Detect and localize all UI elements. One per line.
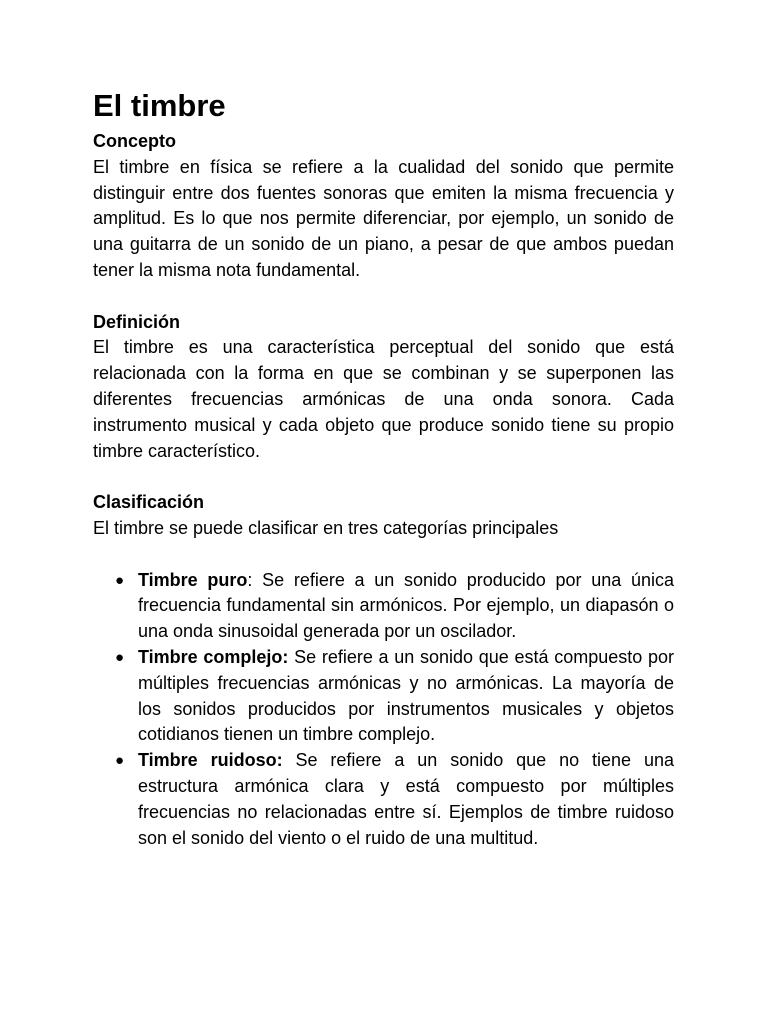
bullet-icon: ● xyxy=(115,648,125,666)
list-item-timbre-complejo xyxy=(93,645,674,748)
list-item-timbre-puro xyxy=(93,568,674,645)
paragraph-spacer xyxy=(93,464,674,490)
paragraph-spacer xyxy=(93,542,674,568)
heading-definicion: Definición xyxy=(93,311,181,332)
paragraph-clasificacion: El timbre se puede clasificar en tres categorías principales xyxy=(93,517,559,538)
document-title: El timbre xyxy=(93,88,226,123)
paragraph-concepto: El timbre en física se refiere a la cualidad del sonido que permite distinguir entre dos fuentes sonoras que emiten la misma frecuencia y amplitud. Es lo que nos permite diferenciar, por ejemplo, un sonido de una guitarra de un sonido de un piano, a pesar de que ambos puedan tener la misma nota fundamental. xyxy=(93,156,674,280)
list-item-text: : Se refiere a un sonido producido por una única frecuencia fundamental sin armónicos. Por ejemplo, un diapasón o una onda sinusoidal generada por un oscilador. xyxy=(138,569,674,642)
bullet-icon: ● xyxy=(115,571,125,589)
paragraph-definicion: El timbre es una característica perceptual del sonido que está relacionada con la forma en que se combinan y se superponen las diferentes frecuencias armónicas de una onda sonora. Cada instrumento musical y cada objeto que produce sonido tiene su propio timbre característico. xyxy=(93,337,674,461)
heading-concepto: Concepto xyxy=(93,131,176,151)
bullet-icon: ● xyxy=(115,752,125,770)
heading-clasificacion: Clasificación xyxy=(93,492,205,513)
list-item-timbre-ruidoso xyxy=(93,748,674,851)
list-item-text: Se refiere a un sonido que no tiene una estructura armónica clara y está compuesto por múltiples frecuencias no relacionadas entre sí. Ejemplos de timbre ruidoso son el sonido del viento o el ruido de una multitud. xyxy=(138,750,674,848)
classification-list xyxy=(93,568,674,852)
list-item-term: Timbre ruidoso: xyxy=(138,750,283,771)
document-page xyxy=(93,84,674,851)
list-item-term: Timbre complejo: xyxy=(138,646,289,667)
list-item-term: Timbre puro xyxy=(138,569,248,590)
list-item-text: Se refiere a un sonido que está compuesto por múltiples frecuencias armónicas y no armónicas. La mayoría de los sonidos producidos por instrumentos musicales y objetos cotidianos tienen un timbre complejo. xyxy=(138,646,674,745)
paragraph-spacer xyxy=(93,284,674,310)
